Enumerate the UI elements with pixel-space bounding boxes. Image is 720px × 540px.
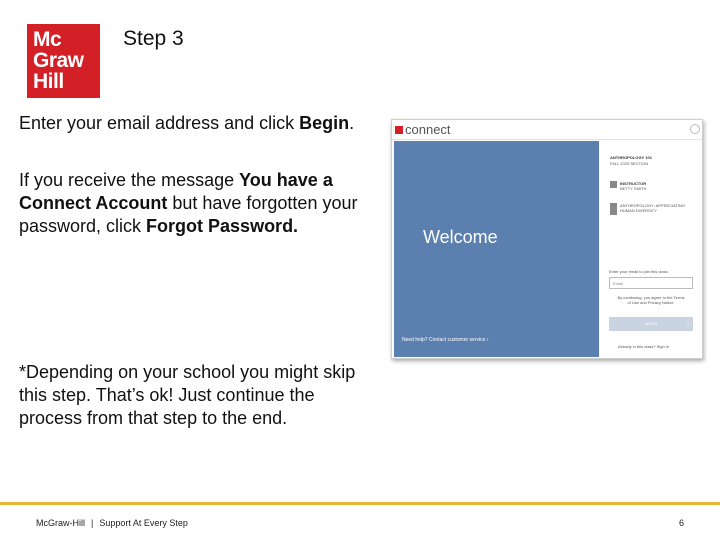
course-section: FALL 2020 SECTION <box>610 161 649 166</box>
connect-logo-icon <box>395 126 403 134</box>
page-number: 6 <box>679 518 685 528</box>
note: *Depending on your school you might skip this step. That’s ok! Just continue the process from that step to the end. <box>19 362 356 428</box>
welcome-text: Welcome <box>423 227 498 247</box>
book-title: ANTHROPOLOGY: APPRECIATING HUMAN DIVERSITY <box>620 203 686 213</box>
connect-brand: connect <box>405 122 451 137</box>
logo-line-1: Mc <box>33 28 62 51</box>
book-cover <box>610 203 617 215</box>
terms-text: By continuing, you agree to the Terms of Use and Privacy Notice. <box>617 295 685 305</box>
footer: McGraw-Hill | Support At Every Step <box>36 518 188 528</box>
instructor-name: BETTY SMITH <box>620 186 647 191</box>
chevron-right-icon: › <box>687 321 689 327</box>
course-name: ANTHROPOLOGY 101 <box>610 155 652 160</box>
close-icon <box>690 124 700 134</box>
email-prompt: Enter your email to join this class: <box>609 269 669 274</box>
instructor-label: INSTRUCTOR <box>620 181 647 186</box>
logo-line-2: Graw <box>33 49 84 72</box>
connect-screenshot <box>391 119 703 359</box>
instruction-2: If you receive the message You have a Connect Account but have forgotten your password, click Forgot Password. <box>19 170 358 236</box>
logo-line-3: Hill <box>33 70 64 93</box>
begin-button: BEGIN › <box>609 317 693 331</box>
instructor-avatar <box>610 181 617 188</box>
screenshot-header <box>392 120 702 140</box>
email-input: Email <box>609 277 693 289</box>
instruction-1: Enter your email address and click Begin. <box>19 113 355 133</box>
welcome-panel <box>394 141 599 357</box>
already-in-class: Already in this class? Sign in <box>618 344 669 349</box>
footer-divider <box>0 502 720 505</box>
help-link: Need help? Contact customer service › <box>402 337 489 343</box>
slide-title: Step 3 <box>123 27 184 50</box>
join-panel <box>600 141 702 357</box>
mcgraw-hill-logo <box>27 24 100 98</box>
